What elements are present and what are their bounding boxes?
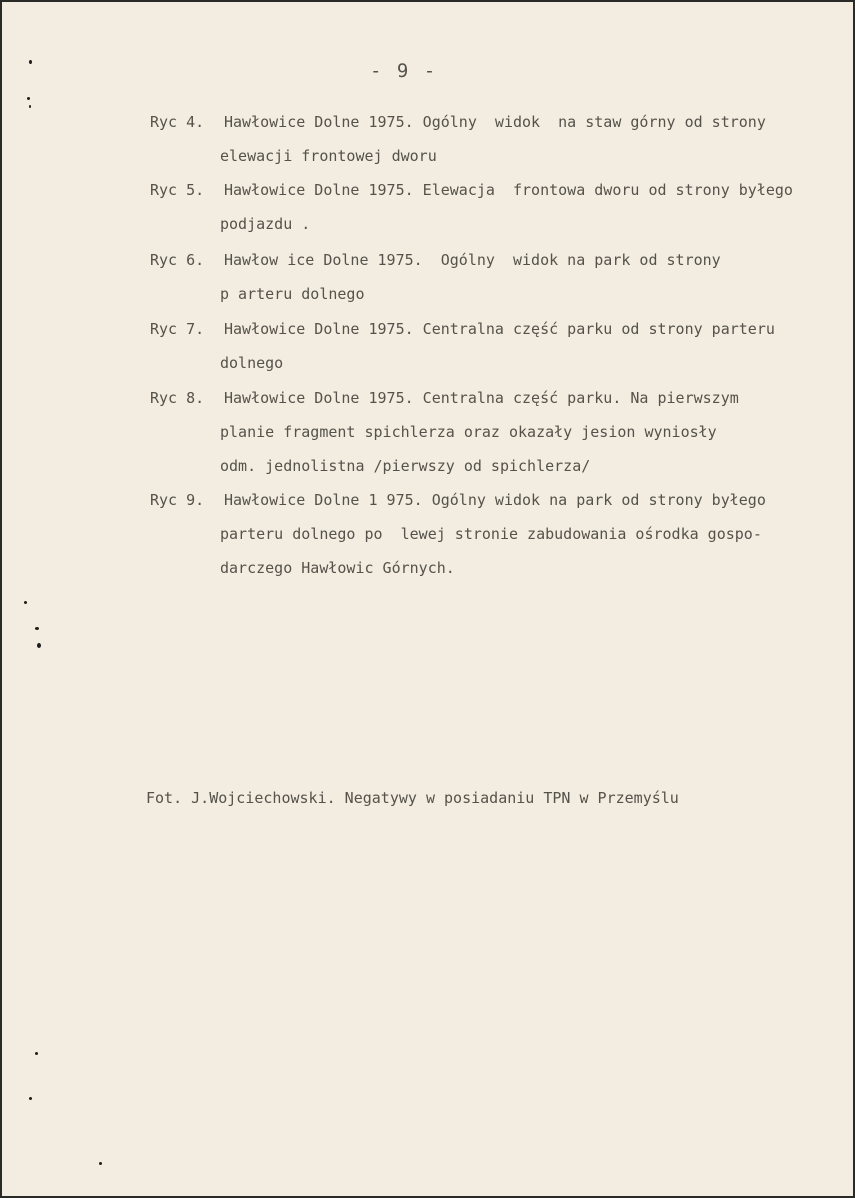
caption-line: p arteru dolnego — [220, 285, 365, 303]
caption-line: parteru dolnego po lewej stronie zabudowania ośrodka gospo- — [220, 525, 762, 543]
caption-line: odm. jednolistna /pierwszy od spichlerza/ — [220, 457, 591, 475]
scan-speck — [27, 97, 30, 100]
scan-speck — [99, 1162, 102, 1165]
caption-line: Hawłowice Dolne 1 975. Ogólny widok na park od strony byłego — [224, 491, 766, 509]
caption-line: Hawłowice Dolne 1975. Centralna część parku od strony parteru — [224, 320, 775, 338]
caption-label: Ryc 6. — [150, 251, 205, 269]
scan-speck — [29, 105, 31, 108]
caption-label: Ryc 5. — [150, 181, 205, 199]
page-number: - 9 - — [370, 60, 438, 82]
scan-speck — [35, 627, 39, 630]
scan-speck — [29, 1097, 32, 1100]
caption-label: Ryc 7. — [150, 320, 205, 338]
caption-line: podjazdu . — [220, 215, 311, 233]
photo-credit: Fot. J.Wojciechowski. Negatywy w posiadaniu TPN w Przemyślu — [146, 789, 679, 807]
scan-speck — [37, 643, 41, 648]
caption-line: Hawłowice Dolne 1975. Centralna część parku. Na pierwszym — [224, 389, 739, 407]
scan-speck — [24, 601, 27, 604]
caption-line: darczego Hawłowic Górnych. — [220, 559, 455, 577]
caption-line: Hawłowice Dolne 1975. Elewacja frontowa dworu od strony byłego — [224, 181, 793, 199]
scan-speck — [35, 1052, 38, 1055]
caption-line: Hawłow ice Dolne 1975. Ogólny widok na park od strony — [224, 251, 721, 269]
caption-label: Ryc 9. — [150, 491, 205, 509]
caption-line: elewacji frontowej dworu — [220, 147, 437, 165]
caption-label: Ryc 4. — [150, 113, 205, 131]
document-page — [2, 2, 853, 1196]
caption-line: Hawłowice Dolne 1975. Ogólny widok na staw górny od strony — [224, 113, 766, 131]
caption-line: dolnego — [220, 354, 284, 372]
caption-label: Ryc 8. — [150, 389, 205, 407]
scan-speck — [29, 60, 32, 64]
caption-line: planie fragment spichlerza oraz okazały jesion wyniosły — [220, 423, 717, 441]
